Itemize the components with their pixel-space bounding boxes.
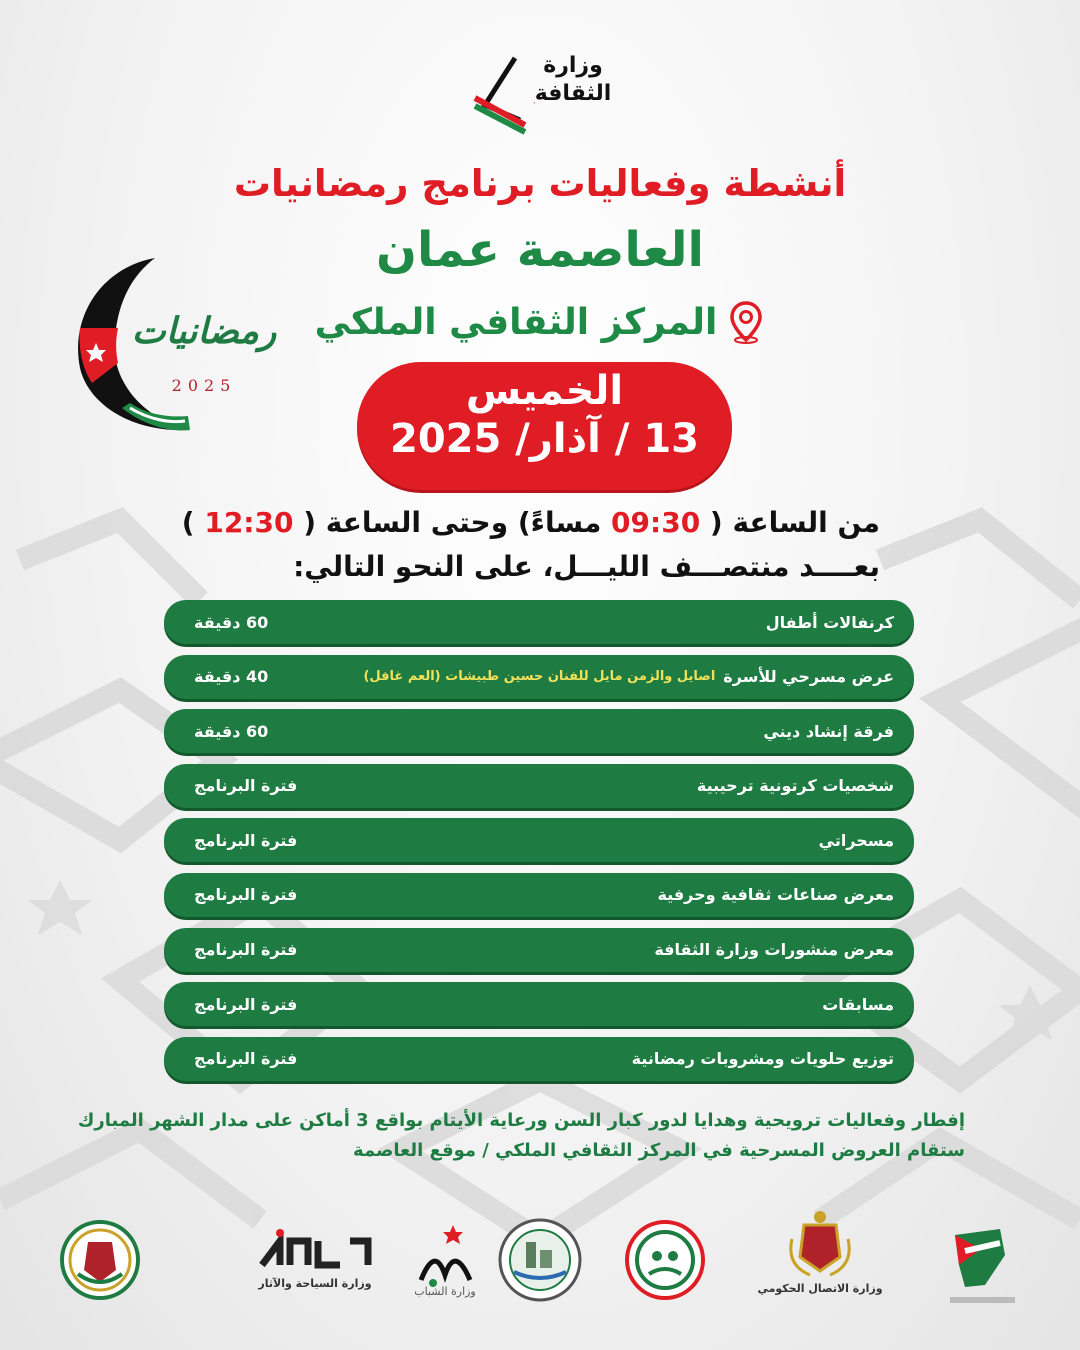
logo-line2: الثقافة <box>534 81 612 106</box>
program-duration: فترة البرنامج <box>194 994 298 1014</box>
government-communication-crest-icon <box>791 1211 849 1275</box>
headline: أنشطة وفعاليات برنامج رمضانيات <box>233 162 847 205</box>
jordan-map-flag-logo-icon <box>950 1229 1015 1300</box>
local-administration-seal-icon <box>500 1220 580 1300</box>
location-pin-icon <box>727 300 765 344</box>
time-prefix: من الساعة ( <box>700 506 880 539</box>
time-suffix: ) <box>181 506 205 539</box>
ministry-of-culture-logo <box>465 50 625 145</box>
program-activity: مسحراتي <box>818 830 894 850</box>
gov-communication-label: وزارة الاتصال الحكومي <box>757 1282 883 1295</box>
program-duration: 60 دقيقة <box>194 721 269 741</box>
program-list <box>164 600 914 1091</box>
program-duration: فترة البرنامج <box>194 776 298 796</box>
venue-name: المركز الثقافي الملكي <box>314 301 718 343</box>
ramadan-2025-emblem <box>70 258 290 436</box>
program-activity: معرض صناعات ثقافية وحرفية <box>657 885 894 905</box>
social-development-seal-icon <box>627 1222 703 1298</box>
program-activity: كرنفالات أطفال <box>765 612 894 632</box>
program-activity: فرقة إنشاد ديني <box>763 721 894 741</box>
date-label: 13 / آذار/ 2025 <box>390 416 699 462</box>
program-activity: توزيع حلويات ومشروبات رمضانية <box>631 1049 894 1069</box>
program-duration: فترة البرنامج <box>194 830 298 850</box>
tourism-label: وزارة السياحة والآثار <box>258 1277 372 1290</box>
program-row <box>164 709 914 753</box>
program-row <box>164 764 914 808</box>
youth-label: وزارة الشباب <box>414 1285 476 1298</box>
ramadan-text: رمضانيات <box>131 310 277 352</box>
program-note: اصايل والزمن مايل للفنان حسين طبيشات (العم غافل) <box>363 669 716 685</box>
program-duration: 40 دقيقة <box>194 667 269 687</box>
program-activity: شخصيات كرتونية ترحيبية <box>696 776 894 796</box>
partner-logos <box>50 1205 1040 1315</box>
time-line-1 <box>180 506 880 539</box>
program-row <box>164 600 914 644</box>
time-start: 09:30 <box>611 506 701 539</box>
program-row <box>164 818 914 862</box>
program-duration: فترة البرنامج <box>194 1049 298 1069</box>
youth-ministry-logo-icon <box>421 1225 470 1287</box>
program-duration: 60 دقيقة <box>194 612 269 632</box>
program-row <box>164 928 914 972</box>
footer-note-2: ستقام العروض المسرحية في المركز الثقافي الملكي / موقع العاصمة <box>353 1140 965 1161</box>
jordan-tourism-logo-icon <box>260 1229 370 1269</box>
program-row <box>164 655 914 699</box>
time-line-2: بعــــد منتصـــف الليـــل، على النحو التالي: <box>293 550 880 583</box>
day-label: الخميس <box>465 368 624 414</box>
armed-forces-emblem-icon <box>62 1222 138 1298</box>
program-row <box>164 1037 914 1081</box>
logo-line1: وزارة <box>543 53 603 78</box>
footer-note-1: إفطار وفعاليات ترويحية وهدايا لدور كبار السن ورعاية الأيتام بواقع 3 أماكن على مدار الشهر المبارك <box>77 1110 965 1131</box>
program-duration: فترة البرنامج <box>194 940 298 960</box>
time-end: 12:30 <box>204 506 294 539</box>
time-middle: مساءً) وحتى الساعة ( <box>293 506 612 539</box>
program-duration: فترة البرنامج <box>194 885 298 905</box>
program-activity: معرض منشورات وزارة الثقافة <box>654 940 894 960</box>
program-activity: عرض مسرحي للأسرة <box>723 667 894 687</box>
ramadan-year: 2025 <box>171 376 237 395</box>
program-row <box>164 873 914 917</box>
city-title: العاصمة عمان <box>376 222 704 278</box>
program-row <box>164 982 914 1026</box>
date-badge <box>357 362 732 490</box>
program-activity: مسابقات <box>822 994 894 1014</box>
